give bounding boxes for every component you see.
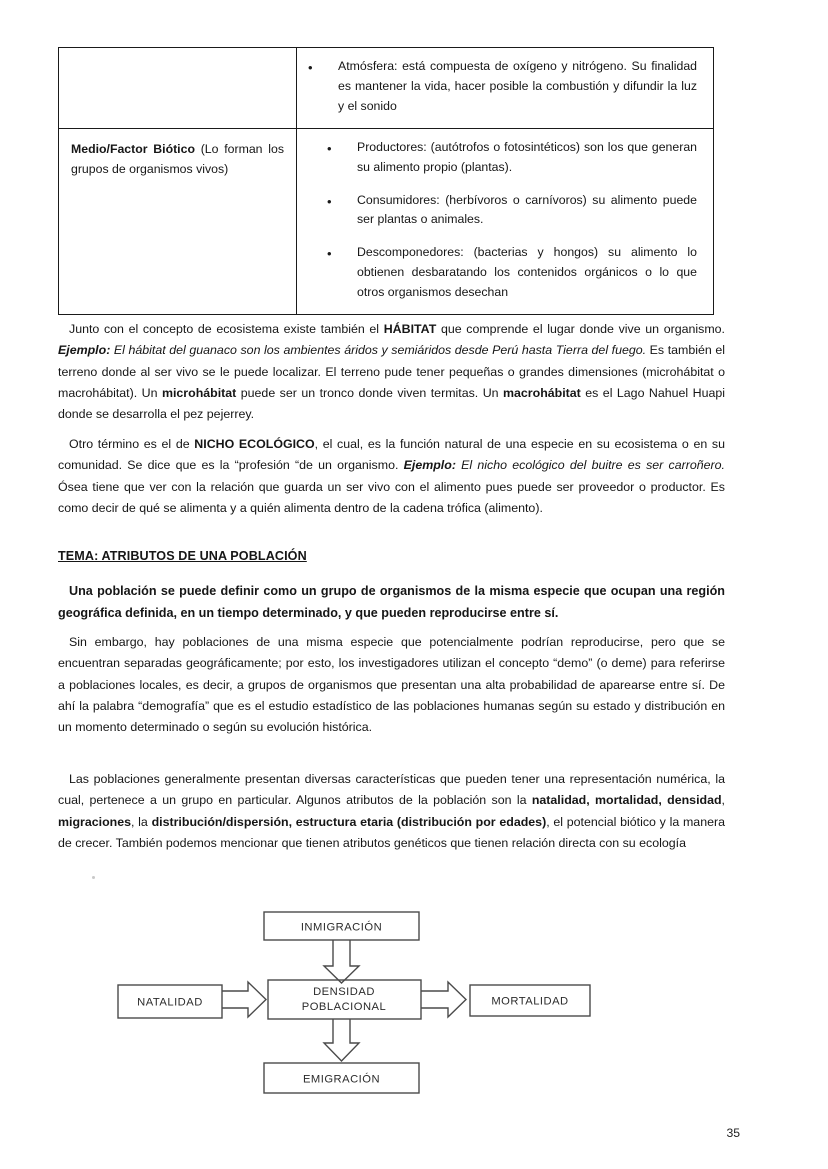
paragraph-definicion-poblacion: Una población se puede definir como un grupo de organismos de la misma especie que ocupan una región geográfica definida, en un tiempo determinado, y que pueden reproducirse entre sí. xyxy=(58,584,725,620)
list-item-text: Atmósfera: está compuesta de oxígeno y nitrógeno. Su finalidad es mantener la vida, hacer posible la combustión y difundir la luz y el sonido xyxy=(338,59,697,113)
example-text: El nicho ecológico del buitre es ser carroñero. xyxy=(455,458,725,473)
list-item xyxy=(297,57,703,117)
example-text: El hábitat del guanaco son los ambientes áridos y semiáridos desde Perú hasta Tierra del fuego. xyxy=(110,343,647,358)
term-macrohabitat: macrohábitat xyxy=(503,385,581,400)
bullet-dot-icon: • xyxy=(327,193,332,209)
table-cell-factor-abiotico-items xyxy=(297,48,714,129)
scan-artifact-speck xyxy=(92,876,95,879)
term-migraciones: migraciones xyxy=(58,814,131,829)
list-item-text: Productores: (autótrofos o fotosintéticos) son los que generan su alimento propio (plantas). xyxy=(357,139,697,174)
factor-label-detail: (Lo forman los grupos de organismos vivos) xyxy=(71,141,284,176)
terms-natalidad-mortalidad-densidad: natalidad, mortalidad, densidad xyxy=(531,793,722,808)
diagram-label-densidad-line1: DENSIDAD xyxy=(313,986,375,998)
diagram-label-inmigracion: INMIGRACIÓN xyxy=(300,921,383,934)
list-item xyxy=(297,191,703,231)
list-item-text: Descomponedores: (bacterias y hongos) su alimento lo obtienen desbaratando los contenidos orgánicos o lo que otros organismos desechan xyxy=(357,245,697,300)
page-number: 35 xyxy=(726,1126,740,1140)
text-run: Otro término es el de xyxy=(69,437,195,451)
text-run: , el potencial biótico y la manera de crecer. También podemos mencionar que tienen atributos genéticos que tienen relación directa con su ecología xyxy=(58,814,725,850)
text-run: Las poblaciones generalmente presentan diversas características que pueden tener una representación numérica, la cual, pertenece a un grupo en particular. Algunos atributos de la población son la xyxy=(58,772,725,808)
paragraph-atributos xyxy=(58,769,725,854)
diagram-arrow-inmigracion-to-densidad xyxy=(324,940,359,983)
text-run: puede ser un tronco donde viven termitas. Un xyxy=(236,385,503,400)
bullet-dot-icon: • xyxy=(327,140,332,156)
table-row xyxy=(59,48,714,129)
label-ejemplo: Ejemplo: xyxy=(403,458,456,473)
term-habitat: HÁBITAT xyxy=(383,322,437,336)
table-row xyxy=(59,128,714,314)
term-microhabitat: microhábitat xyxy=(161,385,237,400)
diagram-label-natalidad: NATALIDAD xyxy=(137,996,203,1009)
bullet-dot-icon: • xyxy=(327,246,332,262)
paragraph-habitat xyxy=(58,319,725,426)
population-density-diagram xyxy=(100,900,620,1105)
table-cell-factor-biotico-label xyxy=(59,128,297,314)
diagram-arrow-natalidad-to-densidad xyxy=(222,982,266,1017)
bullet-list xyxy=(297,48,713,128)
bullet-list xyxy=(297,129,713,314)
factors-table xyxy=(58,47,714,315)
label-ejemplo: Ejemplo: xyxy=(58,343,111,358)
text-run: , la xyxy=(131,814,152,829)
factor-label-empty xyxy=(59,48,296,69)
diagram-label-emigracion: EMIGRACIÓN xyxy=(302,1073,381,1086)
text-run: es el Lago Nahuel Huapi donde se desarrolla el pez pejerrey. xyxy=(58,385,726,422)
factor-label-bold: Medio/Factor Biótico xyxy=(71,141,195,156)
table-cell-factor-biotico-items xyxy=(297,128,714,314)
text-run: Junto con el concepto de ecosistema existe también el xyxy=(69,322,384,336)
diagram-arrow-densidad-to-emigracion xyxy=(324,1019,359,1061)
text-run: Ósea tiene que ver con la relación que guarda un ser vivo con el alimento pues puede ser proveedor o productor. Es como decir de qué se alimenta y a quién alimenta dentro de la cadena trófica (alimento). xyxy=(58,479,725,515)
term-nicho-ecologico: NICHO ECOLÓGICO xyxy=(194,437,315,451)
text-run: que comprende el lugar donde vive un organismo. xyxy=(436,322,726,336)
factor-label xyxy=(59,129,296,190)
section-heading-tema: TEMA: ATRIBUTOS DE UNA POBLACIÓN xyxy=(58,549,307,563)
text-run: , xyxy=(721,793,725,808)
list-item-text: Consumidores: (herbívoros o carnívoros) su alimento puede ser plantas o animales. xyxy=(357,192,697,227)
paragraph-nicho-ecologico xyxy=(58,434,725,519)
terms-distribucion-estructura: distribución/dispersión, estructura etaria (distribución por edades) xyxy=(151,814,547,829)
list-item xyxy=(297,138,703,178)
table-cell-factor-abiotico-label xyxy=(59,48,297,129)
list-item xyxy=(297,243,703,303)
text-run: Es también el terreno donde al ser vivo se le puede localizar. El terreno pude tener pequeñas o grandes dimensiones (microhábitat o macrohábitat). Un xyxy=(58,343,725,400)
paragraph-demo-demografia: Sin embargo, hay poblaciones de una misma especie que potencialmente podrían reproducirse, pero que se encuentran separadas geográficamente; por esto, los investigadores utilizan el concepto “demo” (o deme) para referirse a poblaciones locales, es decir, a grupos de organismos que presentan una alta probabilidad de aparearse entre sí. De ahí la palabra “demografía” que es el estudio estadístico de las poblaciones humanas según su estado y distribución en un momento determinado o según su evolución histórica. xyxy=(58,635,725,735)
diagram-label-mortalidad: MORTALIDAD xyxy=(491,995,569,1008)
diagram-label-densidad-line2: POBLACIONAL xyxy=(301,1001,387,1013)
bullet-dot-icon: • xyxy=(308,60,313,75)
diagram-arrow-densidad-to-mortalidad xyxy=(421,982,466,1017)
text-run: , el cual, es la función natural de una especie en su ecosistema o en su comunidad. Se dice que es la “profesión “de un organismo. xyxy=(58,437,726,473)
